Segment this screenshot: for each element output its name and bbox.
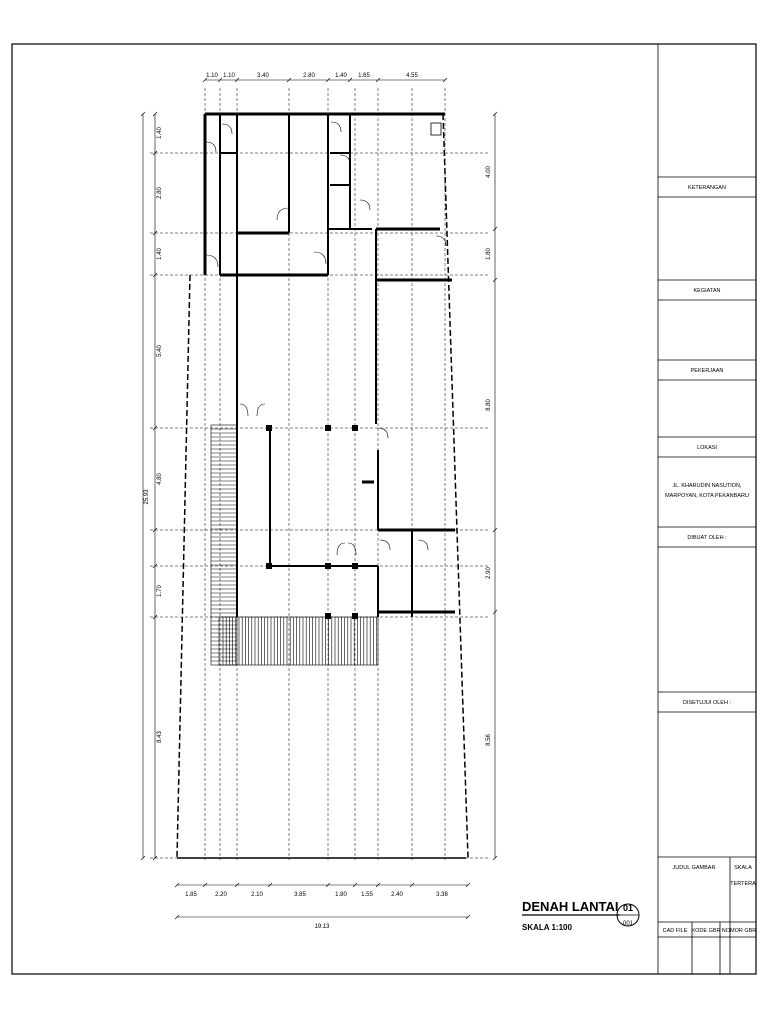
tb-keterangan: KETERANGAN bbox=[688, 185, 726, 191]
tb-tertera: TERTERA bbox=[730, 881, 756, 887]
dim-bottom-labels bbox=[185, 892, 448, 930]
dimension-ticks bbox=[141, 78, 497, 919]
drawing-scale: SKALA 1:100 bbox=[522, 923, 572, 932]
dim-bottom-8: 3.38 bbox=[436, 892, 448, 898]
dim-left-total: 25.93 bbox=[144, 489, 150, 505]
grid-lines-vertical bbox=[205, 88, 445, 860]
dim-right-1: 4.00 bbox=[486, 166, 492, 178]
dim-left-3: 1.40 bbox=[157, 248, 163, 260]
dim-top-2: 1.10 bbox=[223, 73, 235, 79]
dim-bottom-5: 1.80 bbox=[335, 892, 347, 898]
drawing-title-text: DENAH LANTAI bbox=[522, 899, 619, 914]
tb-address-line1: JL. KHARUDIN NASUTION, bbox=[672, 483, 742, 489]
dim-top-6: 1.65 bbox=[358, 73, 370, 79]
dim-right-labels bbox=[486, 166, 492, 746]
tb-address-line2: MARPOYAN, KOTA PEKANBARU bbox=[665, 493, 749, 499]
tb-dibuat-oleh: DIBUAT OLEH : bbox=[687, 535, 727, 541]
dim-bottom-4: 3.85 bbox=[294, 892, 306, 898]
tb-kegiatan: KEGIATAN bbox=[693, 288, 721, 294]
dim-top-labels bbox=[206, 73, 418, 79]
drawing-title bbox=[522, 899, 639, 932]
dim-left-5: 4.80 bbox=[157, 473, 163, 485]
tb-lokasi: LOKASI bbox=[697, 445, 717, 451]
tb-cad-file: CAD FILE bbox=[662, 928, 688, 934]
title-block-labels bbox=[663, 185, 757, 934]
dim-top-1: 1.10 bbox=[206, 73, 218, 79]
dim-left-1: 1.40 bbox=[157, 127, 163, 139]
dim-top-4: 2.80 bbox=[303, 73, 315, 79]
dim-bottom-total: 19.13 bbox=[314, 924, 330, 930]
dim-bottom-1: 1.85 bbox=[185, 892, 197, 898]
dim-top-3: 3.40 bbox=[257, 73, 269, 79]
stair-treads bbox=[211, 429, 377, 665]
dim-left-7: 8.43 bbox=[157, 731, 163, 743]
floor-plan bbox=[150, 88, 490, 860]
dim-left-labels bbox=[144, 127, 163, 743]
dim-top-7: 4.55 bbox=[406, 73, 418, 79]
title-block bbox=[658, 44, 756, 974]
dim-left-4: 5.40 bbox=[157, 345, 163, 357]
tb-skala: SKALA bbox=[734, 865, 752, 871]
dim-right-2: 1.80 bbox=[486, 248, 492, 260]
columns bbox=[266, 425, 358, 619]
drawing-number: 01 bbox=[622, 903, 634, 913]
tb-kode-gbr: KODE GBR bbox=[691, 928, 721, 934]
interior-walls bbox=[220, 114, 455, 617]
dim-right-3: 8.80 bbox=[486, 399, 492, 411]
drawing-subnumber: 001 bbox=[622, 921, 634, 927]
tb-nomor-gbr: NOMOR GBR bbox=[721, 928, 757, 934]
dim-bottom-3: 2.10 bbox=[251, 892, 263, 898]
tb-disetujui-oleh: DISETUJUI OLEH : bbox=[683, 700, 731, 706]
dimension-lines bbox=[143, 80, 495, 917]
fixture bbox=[431, 123, 441, 135]
dim-bottom-2: 2.20 bbox=[215, 892, 227, 898]
dim-bottom-6: 1.55 bbox=[361, 892, 373, 898]
dim-left-6: 1.70 bbox=[157, 585, 163, 597]
dim-top-5: 1.40 bbox=[335, 73, 347, 79]
grid-lines-horizontal bbox=[150, 153, 490, 858]
dim-right-5: 8.56 bbox=[486, 734, 492, 746]
sheet-border bbox=[12, 44, 756, 974]
dim-right-4: 2.90 bbox=[486, 567, 492, 579]
tb-judul-gambar: JUDUL GAMBAR bbox=[672, 865, 716, 871]
tb-pekerjaan: PEKERJAAN bbox=[690, 368, 724, 374]
dim-bottom-7: 2.40 bbox=[391, 892, 403, 898]
door-swings bbox=[206, 122, 446, 555]
dim-left-2: 2.80 bbox=[157, 187, 163, 199]
